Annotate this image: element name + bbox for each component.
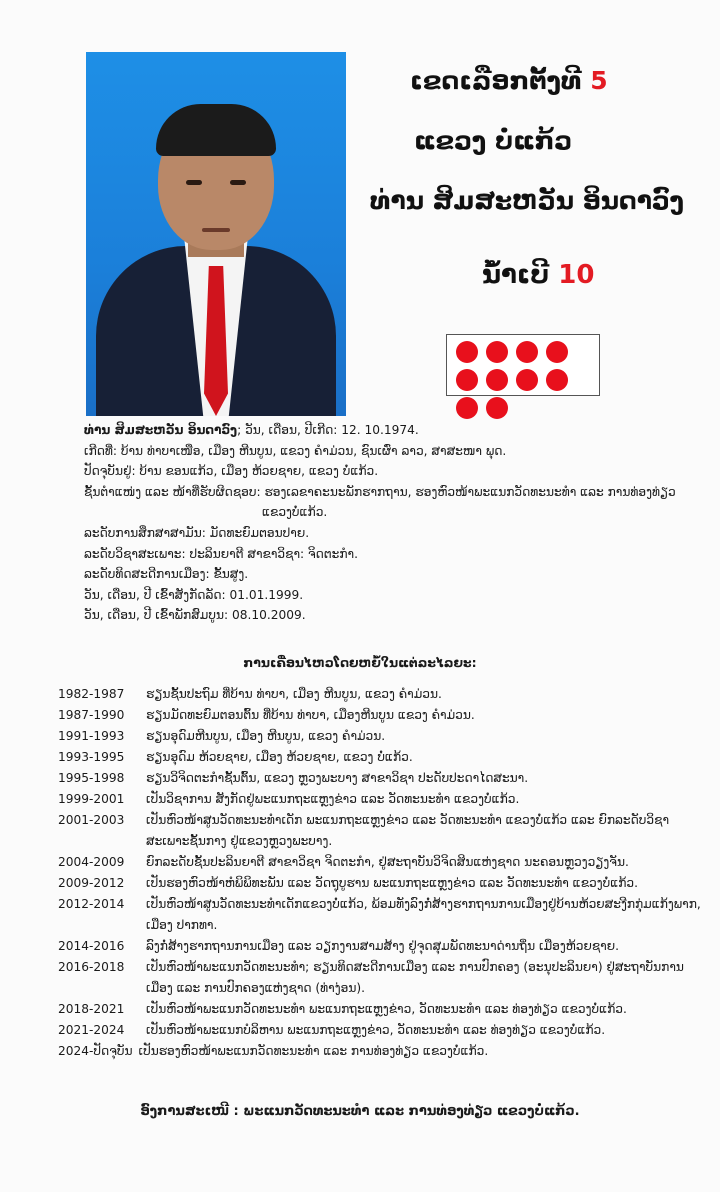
- timeline-years: 1982-1987: [58, 687, 125, 701]
- photo-hair: [156, 104, 276, 156]
- number-value: 10: [558, 260, 595, 290]
- timeline-title: ການເຄື່ອນໄຫວໂດຍຫຍໍ້ໃນແຕ່ລະໄລຍະ:: [243, 655, 477, 670]
- bio-state-join: ວັນ, ເດືອນ, ປີ ເຂົ້າສັງກັດລັດ: 01.01.1999.: [84, 587, 304, 602]
- timeline-text: ຮຽນວິຈິດຕະກໍາຊັ້ນຕົ້ນ, ແຂວງ ຫຼວງພະບາງ ສາຂາວິຊາ ປະດັບປະດາໄດສະນາ.: [146, 771, 529, 785]
- timeline-years: 2012-2014: [58, 897, 125, 911]
- timeline-years: 2016-2018: [58, 960, 125, 974]
- timeline-years: 2014-2016: [58, 939, 125, 953]
- timeline-years: 1993-1995: [58, 750, 125, 764]
- ballot-dot: [486, 369, 508, 391]
- timeline-row: [58, 999, 708, 1020]
- timeline-years: 1987-1990: [58, 708, 125, 722]
- timeline-text: ຍົກລະດັບຊັ້ນປະລິນຍາຕີ ສາຂາວິຊາ ຈິດຕະກໍາ, ຢູ່ສະຖາບັນວິຈິດສິນແຫ່ງຊາດ ນະຄອນຫຼວງວຽງຈັນ.: [146, 855, 629, 869]
- timeline-years: 1991-1993: [58, 729, 125, 743]
- ballot-dot: [456, 397, 478, 419]
- timeline-row: [58, 936, 708, 957]
- timeline-row: [58, 1020, 708, 1041]
- ballot-dot: [486, 397, 508, 419]
- timeline-years: 1999-2001: [58, 792, 125, 806]
- bio-education: ລະດັບການສຶກສາສາມັນ: ມັດທະຍົມຕອນປາຍ.: [84, 525, 310, 540]
- ballot-number-dots: [446, 334, 600, 396]
- timeline-text: ເປັນຫົວໜ້າພະແນກວັດທະນະທໍາ; ຮຽນທິດສະດີການເມືອງ ແລະ ການປົກຄອງ (ອະນຸປະລິນຍາ) ຢູ່ສະຖາບັນການເມືອງ ແລະ ການປົກຄອງແຫ່ງຊາດ (ທ່າງ່ອນ).: [146, 960, 684, 995]
- timeline-years: 2018-2021: [58, 1002, 125, 1016]
- bio-birthplace: ເກີດທີ່: ບ້ານ ທ່າບາເໜືອ, ເມືອງ ຫີນບູນ, ແຂວງ ຄໍາມ່ວນ, ຊົນເຜົ່າ ລາວ, ສາສະໜາ ພຸດ.: [84, 443, 507, 458]
- ballot-dot: [516, 341, 538, 363]
- timeline-text: ເປັນຫົວໜ້າພະແນກວັດທະນະທໍາ ພະແນກຖະແຫຼງຂ່າວ, ວັດທະນະທໍາ ແລະ ທ່ອງທ່ຽວ ແຂວງບໍ່ແກ້ວ.: [146, 1002, 627, 1016]
- photo-eye-right: [230, 180, 246, 185]
- timeline-text: ລົງກໍ່ສ້າງຮາກຖານການເມືອງ ແລະ ວຽກງານສາມສ້າງ ຢູ່ຈຸດສຸມພັດທະນາດ່ານຖິ່ນ ເມືອງຫ້ວຍຊາຍ.: [146, 939, 619, 953]
- timeline-row: [58, 726, 708, 747]
- timeline-row: [58, 705, 708, 726]
- ballot-dot: [546, 341, 568, 363]
- timeline-row: [58, 894, 708, 936]
- bio-residence: ປັດຈຸບັນຢູ່: ບ້ານ ຂອນແກ້ວ, ເມືອງ ຫ້ວຍຊາຍ, ແຂວງ ບໍ່ແກ້ວ.: [84, 464, 379, 479]
- province-heading: ແຂວງ ບໍ່ແກ້ວ: [414, 126, 573, 155]
- photo-mouth: [202, 228, 230, 232]
- candidate-bio: [84, 420, 694, 626]
- bio-name: ທ່ານ ສິມສະຫວັນ ອິນດາວົງ: [84, 423, 238, 437]
- timeline-row: [58, 684, 708, 705]
- number-label: ນໍ້າເບີ: [482, 260, 550, 290]
- nominating-body: ອົງການສະເໜີ : ພະແນກວັດທະນະທໍາ ແລະ ການທ່ອງທ່ຽວ ແຂວງບໍ່ແກ້ວ.: [140, 1104, 580, 1119]
- timeline-text: ຮຽນຊັ້ນປະຖົມ ທີ່ບ້ານ ທ່າບາ, ເມືອງ ຫີນບູນ, ແຂວງ ຄໍາມ່ວນ.: [146, 687, 442, 701]
- bio-position: ຊັ້ນຕໍາແໜ່ງ ແລະ ໜ້າທີ່ຮັບຜິດຊອບ: ຮອງເລຂາຄະນະພັກຮາກຖານ, ຮອງຫົວໜ້າພະແນກວັດທະນະທໍາ ແລະ ການທ່ອງທ່ຽວ: [84, 484, 676, 499]
- timeline-years: 2024-ປັດຈຸບັນ: [58, 1044, 133, 1058]
- timeline-row: [58, 1041, 708, 1062]
- timeline-row: [58, 747, 708, 768]
- career-timeline: [58, 684, 708, 1062]
- ballot-dot: [546, 369, 568, 391]
- timeline-text: ຮຽນມັດທະຍົມຕອນຕົ້ນ ທີ່ບ້ານ ທ່າບາ, ເມືອງຫີນບູນ ແຂວງ ຄໍາມ່ວນ.: [146, 708, 475, 722]
- bio-birthdate: ; ວັນ, ເດືອນ, ປີເກີດ: 12. 10.1974.: [237, 423, 419, 437]
- timeline-years: 1995-1998: [58, 771, 125, 785]
- ballot-dot: [456, 341, 478, 363]
- timeline-row: [58, 957, 708, 999]
- district-heading: [410, 66, 608, 95]
- candidate-photo: [86, 52, 346, 416]
- timeline-years: 2001-2003: [58, 813, 125, 827]
- bio-position-cont: ແຂວງບໍ່ແກ້ວ.: [262, 505, 328, 520]
- district-number: 5: [590, 66, 608, 95]
- timeline-row: [58, 810, 708, 852]
- timeline-text: ເປັນຫົວໜ້າສູນວັດທະນະທໍາເດັກແຂວງບໍ່ແກ້ວ, ພ້ອມທັງລົງກໍ່ສ້າງຮາກຖານການເມືອງຢູ່ບ້ານຫ້ວຍສະງີກກຸ່ມແກ້ງພາກ, ເມືອງ ປາກທາ.: [146, 897, 701, 932]
- photo-eye-left: [186, 180, 202, 185]
- bio-party-join: ວັນ, ເດືອນ, ປີ ເຂົ້າພັກສົມບູນ: 08.10.2009.: [84, 608, 306, 623]
- bio-political: ລະດັບທິດສະດີການເມືອງ: ຂັ້ນສູງ.: [84, 567, 249, 582]
- ballot-dot: [456, 369, 478, 391]
- timeline-text: ເປັນຫົວໜ້າສູນວັດທະນະທໍາເດັກ ພະແນກຖະແຫຼງຂ່າວ ແລະ ວັດທະນະທໍາ ແຂວງບໍ່ແກ້ວ ແລະ ຍົກລະດັບວິຊາສະເພາະຊັ້ນກາງ ຢູ່ແຂວງຫຼວງພະບາງ.: [146, 813, 670, 848]
- bio-name-line: [84, 420, 694, 441]
- timeline-row: [58, 852, 708, 873]
- ballot-number-heading: [482, 260, 594, 290]
- ballot-dot: [486, 341, 508, 363]
- bio-specialization: ລະດັບວິຊາສະເພາະ: ປະລິນຍາຕີ ສາຂາວິຊາ: ຈິດຕະກໍາ.: [84, 546, 358, 561]
- timeline-row: [58, 873, 708, 894]
- district-label: ເຂດເລືອກຕັ້ງທີ: [410, 66, 582, 95]
- timeline-years: 2021-2024: [58, 1023, 125, 1037]
- timeline-years: 2004-2009: [58, 855, 125, 869]
- timeline-text: ຮຽນອຸດົມຫີນບູນ, ເມືອງ ຫີນບູນ, ແຂວງ ຄໍາມ່ວນ.: [146, 729, 386, 743]
- candidate-name-heading: ທ່ານ ສິມສະຫວັນ ອິນດາວົງ: [370, 186, 685, 215]
- ballot-dot: [516, 369, 538, 391]
- timeline-text: ເປັນຮອງຫົວໜ້າຫໍພິພິທະພັນ ແລະ ວັດຖຸບູຮານ ພະແນກຖະແຫຼງຂ່າວ ແລະ ວັດທະນະທໍາ ແຂວງບໍ່ແກ້ວ.: [146, 876, 638, 890]
- timeline-text: ເປັນຫົວໜ້າພະແນກບໍລິຫານ ພະແນກຖະແຫຼງຂ່າວ, ວັດທະນະທໍາ ແລະ ທ່ອງທ່ຽວ ແຂວງບໍ່ແກ້ວ.: [146, 1023, 606, 1037]
- timeline-text: ເປັນຮອງຫົວໜ້າພະແນກວັດທະນະທໍາ ແລະ ການທ່ອງທ່ຽວ ແຂວງບໍ່ແກ້ວ.: [138, 1044, 489, 1058]
- timeline-text: ເປັນວິຊາການ ສັງກັດຢູ່ພະແນກຖະແຫຼງຂ່າວ ແລະ ວັດທະນະທໍາ ແຂວງບໍ່ແກ້ວ.: [146, 792, 520, 806]
- timeline-text: ຮຽນອຸດົມ ຫ້ວຍຊາຍ, ເມືອງ ຫ້ວຍຊາຍ, ແຂວງ ບໍ່ແກ້ວ.: [146, 750, 413, 764]
- timeline-row: [58, 789, 708, 810]
- timeline-years: 2009-2012: [58, 876, 125, 890]
- timeline-row: [58, 768, 708, 789]
